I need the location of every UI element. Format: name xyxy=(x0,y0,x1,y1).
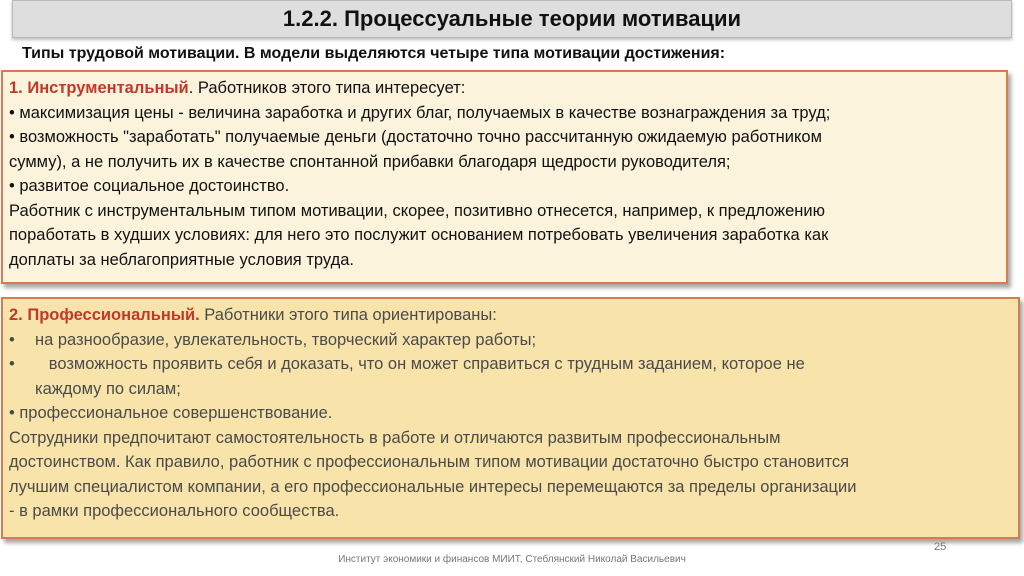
box1-line: доплаты за неблагоприятные условия труда. xyxy=(9,250,354,269)
page-number: 25 xyxy=(934,541,947,553)
box2-intro: Работники этого типа ориентированы: xyxy=(199,306,497,324)
box2-line: - в рамки профессионального сообщества. xyxy=(9,502,340,520)
box2-line xyxy=(9,377,1012,402)
subtitle: Типы трудовой мотивации. В модели выделяются четыре типа мотивации достижения: xyxy=(22,45,726,62)
box2-line: лучшим специалистом компании, а его профессиональные интересы перемещаются за пределы организации xyxy=(9,477,857,496)
box1-line: • возможность "заработать" получаемые деньги (достаточно точно рассчитанную ожидаемую работником xyxy=(9,128,822,146)
box2-line: достоинством. Как правило, работник с профессиональным типом мотивации достаточно быстро становится xyxy=(9,453,850,471)
box1-intro: . Работников этого типа интересует: xyxy=(188,79,466,97)
box1-line: сумму), а не получить их в качестве спонтанной прибавки благодаря щедрости руководителя; xyxy=(9,152,731,171)
bullet: • xyxy=(9,330,15,349)
box2-heading-line xyxy=(9,303,1012,328)
box1-heading-line xyxy=(9,76,1000,101)
page-title: 1.2.2. Процессуальные теории мотивации xyxy=(282,6,742,31)
box1-heading: 1. Инструментальный xyxy=(9,79,189,97)
box2-line-text: каждому по силам; xyxy=(35,379,181,398)
box2-line: • профессиональное совершенствование. xyxy=(9,404,333,422)
box2-bullet-line xyxy=(9,328,1012,353)
box2-bullet-line xyxy=(9,352,1012,377)
bullet: • xyxy=(9,355,15,373)
instrumental-type-box xyxy=(1,70,1008,284)
footer: Институт экономики и финансов МИИТ, Стеблянский Николай Васильевич xyxy=(338,554,686,565)
professional-type-box xyxy=(1,297,1020,539)
box2-line: Сотрудники предпочитают самостоятельность в работе и отличаются развитым профессиональным xyxy=(9,428,781,447)
box1-line: Работник с инструментальным типом мотивации, скорее, позитивно отнесется, например, к предложению xyxy=(9,201,825,220)
box1-line: поработать в худших условиях: для него это послужит основанием потребовать увеличения заработка как xyxy=(9,226,829,244)
box2-line: на разнообразие, увлекательность, творческий характер работы; xyxy=(35,330,537,349)
box2-line: возможность проявить себя и доказать, что он может справиться с трудным заданием, которое не xyxy=(35,355,805,373)
title-bar xyxy=(12,0,1012,38)
box2-heading: 2. Профессиональный. xyxy=(9,306,200,324)
box1-line: • максимизация цены - величина заработка и других благ, получаемых в качестве вознаграждения за труд; xyxy=(9,103,831,122)
box1-line: • развитое социальное достоинство. xyxy=(9,177,290,195)
